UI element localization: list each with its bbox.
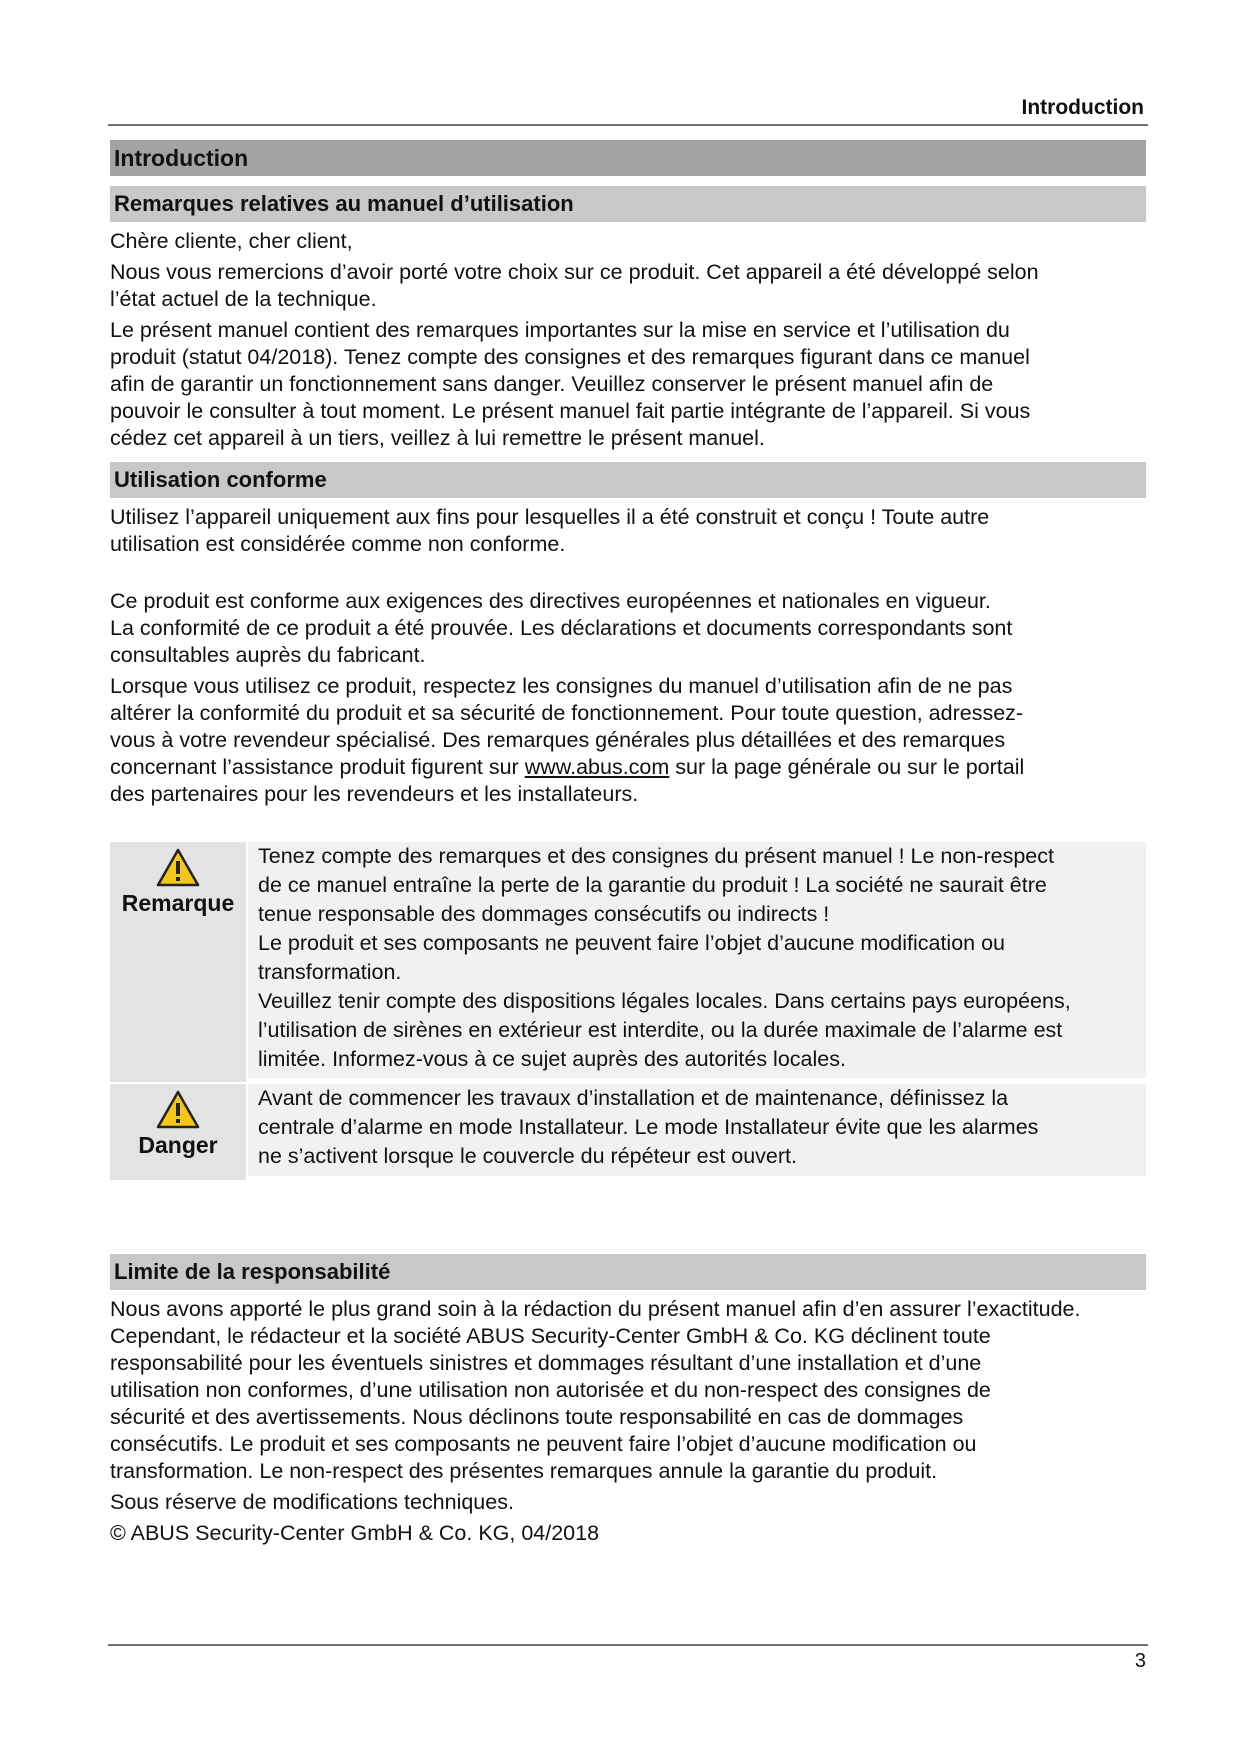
notice-remarque <box>110 842 1146 1082</box>
paragraph-line: Chère cliente, cher client, <box>110 229 353 253</box>
copyright-line: © ABUS Security-Center GmbH & Co. KG, 04/2018 <box>110 1521 600 1545</box>
notice-line: de ce manuel entraîne la perte de la garantie du produit ! La société ne saurait être <box>258 873 1047 897</box>
notice-label-cell <box>110 1084 246 1180</box>
notice-line: Avant de commencer les travaux d’installation et de maintenance, définissez la <box>258 1086 1009 1110</box>
paragraph-line: transformation. Le non-respect des présentes remarques annule la garantie du produit. <box>110 1459 938 1483</box>
paragraph-line: utilisation est considérée comme non conforme. <box>110 532 566 556</box>
paragraph-line: des partenaires pour les revendeurs et les installateurs. <box>110 782 639 806</box>
paragraph-line: Utilisez l’appareil uniquement aux fins pour lesquelles il a été construit et conçu ! Toute autre <box>110 505 990 529</box>
limite-heading: Limite de la responsabilité <box>110 1254 1146 1290</box>
remarques-body <box>110 228 1146 452</box>
link-suffix: sur la page générale ou sur le portail <box>669 755 1025 779</box>
notice-line: l’utilisation de sirènes en extérieur est interdite, ou la durée maximale de l’alarme est <box>258 1018 1063 1042</box>
paragraph-line: Sous réserve de modifications techniques. <box>110 1490 514 1514</box>
utilisation-heading: Utilisation conforme <box>110 462 1146 498</box>
notice-label-cell <box>110 842 246 1082</box>
notice-line: centrale d’alarme en mode Installateur. Le mode Installateur évite que les alarmes <box>258 1115 1039 1139</box>
paragraph-line: utilisation non conformes, d’une utilisation non autorisée et du non-respect des consignes de <box>110 1378 991 1402</box>
notice-line: tenue responsable des dommages consécutifs ou indirects ! <box>258 902 830 926</box>
paragraph-line: vous à votre revendeur spécialisé. Des remarques générales plus détaillées et des remarques <box>110 728 1006 752</box>
notice-line: ne s’activent lorsque le couvercle du répéteur est ouvert. <box>258 1144 797 1168</box>
warning-triangle-icon <box>156 1090 200 1130</box>
notice-danger <box>110 1084 1146 1180</box>
paragraph-line: Nous avons apporté le plus grand soin à la rédaction du présent manuel afin d’en assurer l’exactitude. <box>110 1297 1081 1321</box>
link-prefix: concernant l’assistance produit figurent sur <box>110 755 525 779</box>
page-number: 3 <box>1134 1650 1146 1672</box>
utilisation-body <box>110 504 1146 808</box>
abus-website-link[interactable]: www.abus.com <box>524 755 670 779</box>
paragraph-line: La conformité de ce produit a été prouvée. Les déclarations et documents correspondants sont <box>110 616 1013 640</box>
paragraph-line: Le présent manuel contient des remarques importantes sur la mise en service et l’utilisation du <box>110 318 1010 342</box>
paragraph-line-with-link <box>110 754 1146 781</box>
remarques-heading: Remarques relatives au manuel d’utilisation <box>110 186 1146 222</box>
notice-line: Tenez compte des remarques et des consignes du présent manuel ! Le non-respect <box>258 844 1054 868</box>
notice-body <box>248 1084 1146 1176</box>
paragraph-line: Nous vous remercions d’avoir porté votre choix sur ce produit. Cet appareil a été développé selon <box>110 260 1039 284</box>
page-content <box>110 140 1146 1547</box>
running-header: Introduction <box>1021 96 1144 119</box>
paragraph-line: produit (statut 04/2018). Tenez compte des consignes et des remarques figurant dans ce manuel <box>110 345 1030 369</box>
paragraph-line: consultables auprès du fabricant. <box>110 643 426 667</box>
paragraph-line: l’état actuel de la technique. <box>110 287 377 311</box>
notice-line: Veuillez tenir compte des dispositions légales locales. Dans certains pays européens, <box>258 989 1071 1013</box>
notice-line: Le produit et ses composants ne peuvent faire l’objet d’aucune modification ou <box>258 931 1005 955</box>
header-rule <box>108 124 1148 126</box>
paragraph-line: pouvoir le consulter à tout moment. Le présent manuel fait partie intégrante de l’appareil. Si vous <box>110 399 1031 423</box>
footer-rule <box>108 1644 1148 1646</box>
paragraph-line: cédez cet appareil à un tiers, veillez à lui remettre le présent manuel. <box>110 426 765 450</box>
paragraph-line: responsabilité pour les éventuels sinistres et dommages résultant d’une installation et d’une <box>110 1351 982 1375</box>
warning-triangle-icon <box>156 848 200 888</box>
notice-label: Danger <box>138 1132 218 1158</box>
paragraph-line: Lorsque vous utilisez ce produit, respectez les consignes du manuel d’utilisation afin de ne pas <box>110 674 1013 698</box>
paragraph-line: altérer la conformité du produit et sa sécurité de fonctionnement. Pour toute question, adressez- <box>110 701 1024 725</box>
paragraph-line: consécutifs. Le produit et ses composants ne peuvent faire l’objet d’aucune modification ou <box>110 1432 977 1456</box>
notice-label: Remarque <box>121 890 235 916</box>
paragraph-line: Ce produit est conforme aux exigences des directives européennes et nationales en vigueur. <box>110 589 991 613</box>
limite-body <box>110 1296 1146 1547</box>
paragraph-line: sécurité et des avertissements. Nous déclinons toute responsabilité en cas de dommages <box>110 1405 964 1429</box>
notice-line: limitée. Informez-vous à ce sujet auprès des autorités locales. <box>258 1047 846 1071</box>
paragraph-line: afin de garantir un fonctionnement sans danger. Veuillez conserver le présent manuel afin de <box>110 372 994 396</box>
notice-table <box>110 842 1146 1180</box>
notice-line: transformation. <box>258 960 402 984</box>
section-title: Introduction <box>110 140 1146 176</box>
paragraph-line: Cependant, le rédacteur et la société ABUS Security-Center GmbH & Co. KG déclinent toute <box>110 1324 991 1348</box>
notice-body <box>248 842 1146 1078</box>
